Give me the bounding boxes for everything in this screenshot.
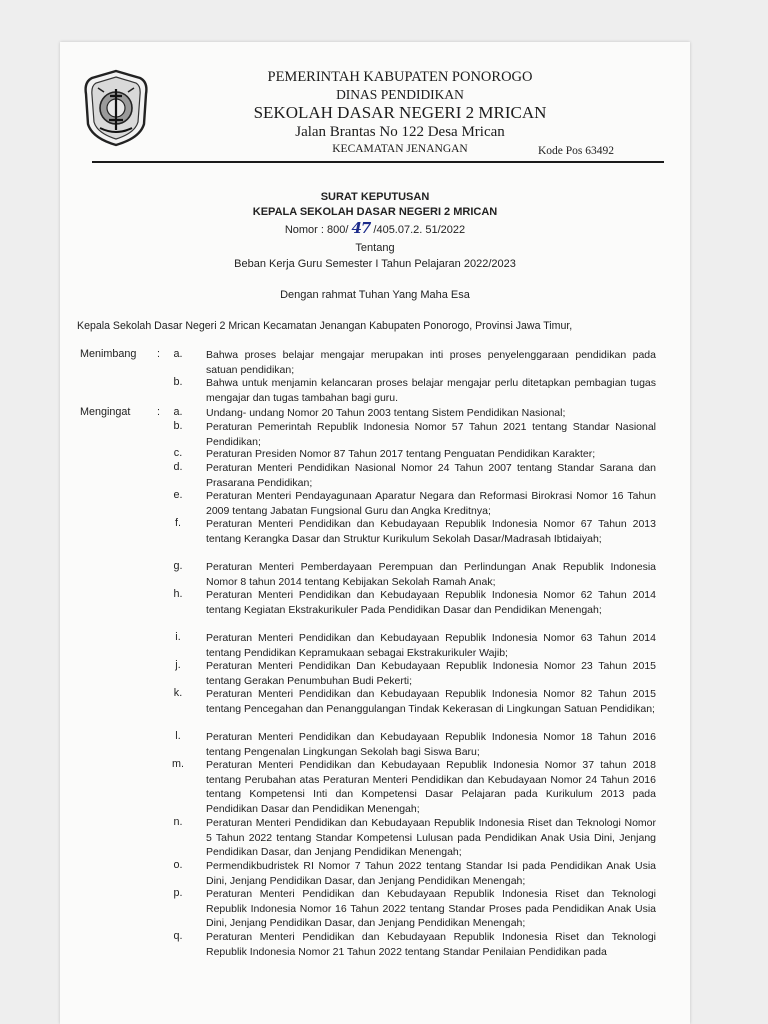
- item-text: Undang- undang Nomor 20 Tahun 2003 tentang Sistem Pendidikan Nasional;: [206, 407, 566, 419]
- item-text: Peraturan Menteri Pendidikan dan Kebudayaan Republik Indonesia Nomor 67 Tahun 2013 tentang Kerangka Dasar dan Struktur Kurikulum Sekolah Dasar/Madrasah Ibtidaiyah;: [206, 518, 656, 545]
- list-item: [166, 348, 656, 377]
- about-label: Tentang: [355, 242, 395, 254]
- decree-subject: Beban Kerja Guru Semester I Tahun Pelajaran 2022/2023: [234, 258, 516, 270]
- item-text: Peraturan Menteri Pendidikan dan Kebudayaan Republik Indonesia Nomor 62 Tahun 2014 tentang Kegiatan Ekstrakurikuler Pada Pendidikan Dasar dan Pendidikan Menengah;: [206, 589, 656, 616]
- item-text: Peraturan Menteri Pemberdayaan Perempuan dan Perlindungan Anak Republik Indonesia Nomor 8 tahun 2014 tentang Kebijakan Sekolah Ramah Anak;: [206, 561, 656, 588]
- item-letter: i.: [175, 631, 181, 643]
- item-letter: c.: [173, 447, 183, 459]
- item-letter: b.: [173, 420, 183, 432]
- list-item: [166, 517, 656, 546]
- item-text: Peraturan Menteri Pendidikan dan Kebudayaan Republik Indonesia Nomor 18 Tahun 2016 tentang Pengenalan Lingkungan Sekolah bagi Siswa Baru;: [206, 731, 656, 758]
- letterhead-district: KECAMATAN JENANGAN: [332, 143, 468, 155]
- list-item: [166, 447, 656, 462]
- list-item: [166, 816, 656, 860]
- item-letter: g.: [173, 560, 183, 572]
- list-item: [166, 631, 656, 660]
- item-letter: f.: [175, 517, 181, 529]
- list-item: [166, 461, 656, 490]
- list-item: [166, 859, 656, 888]
- item-text: Peraturan Menteri Pendidikan dan Kebudayaan Republik Indonesia Nomor 63 Tahun 2014 tentang Pendidikan Kepramukaan sebagai Ekstrakurikuler Wajib;: [206, 632, 656, 659]
- item-letter: e.: [173, 489, 183, 501]
- list-item: [166, 659, 656, 688]
- list-item: [166, 376, 656, 405]
- list-item: [166, 406, 656, 421]
- list-item: [166, 489, 656, 518]
- item-letter: o.: [173, 859, 183, 871]
- list-item: [166, 687, 656, 716]
- item-letter: l.: [175, 730, 181, 742]
- item-letter: d.: [173, 461, 183, 473]
- item-text: Peraturan Menteri Pendidikan dan Kebudayaan Republik Indonesia Riset dan Teknologi Republik Indonesia Nomor 16 Tahun 2022 tentang Standar Proses pada Pendidikan Anak Usia Dini, Jenjang Pendidikan Dasar, dan Jenjang Pendidikan Menengah;: [206, 888, 656, 929]
- letterhead-government: PEMERINTAH KABUPATEN PONOROGO: [267, 69, 533, 85]
- document-page: [60, 42, 690, 1024]
- letterhead-department: DINAS PENDIDIKAN: [336, 87, 464, 102]
- item-text: Peraturan Pemerintah Republik Indonesia Nomor 57 Tahun 2021 tentang Standar Nasional Pendidikan;: [206, 421, 656, 448]
- letterhead-school: SEKOLAH DASAR NEGERI 2 MRICAN: [253, 103, 547, 122]
- item-text: Peraturan Menteri Pendidikan Nasional Nomor 24 Tahun 2007 tentang Standar Sarana dan Prasarana Pendidikan;: [206, 462, 656, 489]
- item-letter: a.: [173, 348, 183, 360]
- decree-number: [60, 219, 690, 237]
- item-text: Bahwa untuk menjamin kelancaran proses belajar mengajar perlu ditetapkan pembagian tugas mengajar dan tugas tambahan bagi guru.: [206, 377, 656, 404]
- item-text: Peraturan Menteri Pendidikan dan Kebudayaan Republik Indonesia Riset dan Teknologi Nomor 5 Tahun 2022 tentang Standar Kompetensi Lulusan pada Pendidikan Anak Usia Dini, Jenjang Pendidikan Dasar, dan Jenjang Pendidikan Menengah;: [206, 817, 656, 858]
- decree-number-handwritten: 47: [351, 219, 371, 237]
- list-item: [166, 758, 656, 816]
- item-letter: b.: [173, 376, 183, 388]
- item-text: Peraturan Menteri Pendidikan dan Kebudayaan Republik Indonesia Nomor 82 Tahun 2015 tentang Pencegahan dan Penanggulangan Tindak Kekerasan di Lingkungan Satuan Pendidikan;: [206, 688, 656, 715]
- item-text: Peraturan Menteri Pendidikan Dan Kebudayaan Republik Indonesia Nomor 23 Tahun 2015 tentang Gerakan Penumbuhan Budi Pekerti;: [206, 660, 656, 687]
- item-text: Permendikbudristek RI Nomor 7 Tahun 2022 tentang Standar Isi pada Pendidikan Anak Usia Dini, Jenjang Pendidikan Dasar, dan Jenjang Pendidikan Menengah;: [206, 860, 656, 887]
- item-letter: k.: [173, 687, 183, 699]
- list-item: [166, 730, 656, 759]
- ponorogo-emblem-icon: [80, 68, 152, 148]
- item-letter: a.: [173, 406, 183, 418]
- item-letter: n.: [173, 816, 183, 828]
- list-item: [166, 887, 656, 931]
- invocation: Dengan rahmat Tuhan Yang Maha Esa: [280, 289, 470, 301]
- intro-paragraph: Kepala Sekolah Dasar Negeri 2 Mrican Kecamatan Jenangan Kabupaten Ponorogo, Provinsi Jawa Timur,: [77, 320, 573, 332]
- item-text: Peraturan Menteri Pendidikan dan Kebudayaan Republik Indonesia Nomor 37 tahun 2018 tentang Perubahan atas Peraturan Menteri Pendidikan dan Kebudayaan Nomor 24 Tahun 2016 tentang Kompetensi Inti dan Kompetensi Dasar Pelajaran pada Kurikulum 2013 pada Pendidikan Dasar dan Pendidikan Menengah;: [206, 759, 656, 815]
- item-letter: m.: [172, 758, 184, 770]
- decree-number-prefix: Nomor : 800/: [284, 224, 352, 236]
- item-text: Peraturan Menteri Pendayagunaan Aparatur Negara dan Reformasi Birokrasi Nomor 16 Tahun 2009 tentang Jabatan Fungsional Guru dan Angka Kreditnya;: [206, 490, 656, 517]
- postal-code: Kode Pos 63492: [538, 145, 615, 157]
- item-text: Peraturan Presiden Nomor 87 Tahun 2017 tentang Penguatan Pendidikan Karakter;: [206, 448, 596, 460]
- decree-title: SURAT KEPUTUSAN: [320, 191, 430, 203]
- remembering-label: Mengingat: [80, 406, 131, 418]
- decree-subtitle: KEPALA SEKOLAH DASAR NEGERI 2 MRICAN: [252, 206, 498, 218]
- considering-colon: :: [157, 348, 160, 360]
- item-letter: j.: [175, 659, 181, 671]
- list-item: [166, 560, 656, 589]
- decree-number-suffix: /405.07.2. 51/2022: [370, 224, 466, 236]
- item-letter: h.: [173, 588, 183, 600]
- item-letter: p.: [173, 887, 183, 899]
- item-text: Peraturan Menteri Pendidikan dan Kebudayaan Republik Indonesia Riset dan Teknologi Republik Indonesia Nomor 21 Tahun 2022 tentang Standar Penilaian Pendidikan pada: [206, 931, 656, 958]
- letterhead-address: Jalan Brantas No 122 Desa Mrican: [295, 124, 505, 140]
- letterhead-divider: [92, 161, 664, 163]
- list-item: [166, 420, 656, 449]
- considering-label: Menimbang: [80, 348, 137, 360]
- list-item: [166, 930, 656, 959]
- remembering-colon: :: [157, 406, 160, 418]
- list-item: [166, 588, 656, 617]
- item-letter: q.: [173, 930, 183, 942]
- item-text: Bahwa proses belajar mengajar merupakan inti proses penyelenggaraan pendidikan pada satuan pendidikan;: [206, 349, 656, 376]
